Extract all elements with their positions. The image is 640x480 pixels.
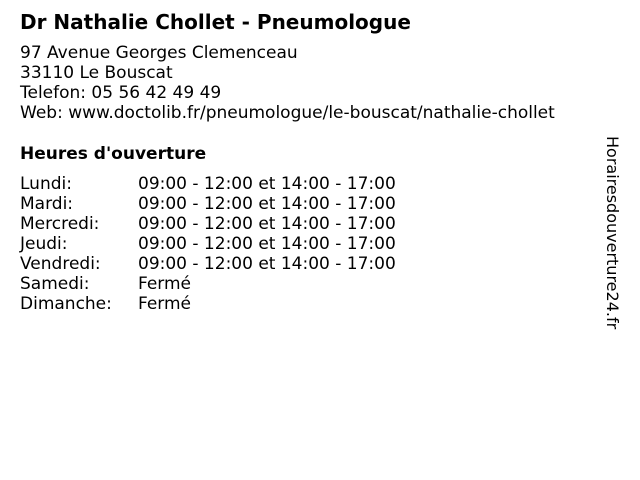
day-label: Mardi:	[20, 194, 74, 214]
address-street: 97 Avenue Georges Clemenceau	[20, 43, 298, 63]
page-title: Dr Nathalie Chollet - Pneumologue	[20, 10, 411, 34]
address-city: 33110 Le Bouscat	[20, 63, 173, 83]
day-hours: 09:00 - 12:00 et 14:00 - 17:00	[138, 194, 396, 214]
day-hours: 09:00 - 12:00 et 14:00 - 17:00	[138, 214, 396, 234]
opening-hours-heading: Heures d'ouverture	[20, 144, 207, 164]
day-label: Lundi:	[20, 174, 72, 194]
day-label: Samedi:	[20, 274, 90, 294]
day-hours: Fermé	[138, 274, 192, 294]
phone-number: Telefon: 05 56 42 49 49	[20, 83, 222, 103]
day-label: Dimanche:	[20, 294, 112, 314]
day-hours: 09:00 - 12:00 et 14:00 - 17:00	[138, 254, 396, 274]
day-label: Jeudi:	[20, 234, 68, 254]
day-hours: 09:00 - 12:00 et 14:00 - 17:00	[138, 234, 396, 254]
day-label: Vendredi:	[20, 254, 101, 274]
day-hours: Fermé	[138, 294, 192, 314]
contact-block	[20, 43, 555, 123]
watermark-text: Horairesdouverture24.fr	[603, 136, 622, 330]
day-label: Mercredi:	[20, 214, 100, 234]
website: Web: www.doctolib.fr/pneumologue/le-bouscat/nathalie-chollet	[20, 103, 555, 123]
day-hours: 09:00 - 12:00 et 14:00 - 17:00	[138, 174, 396, 194]
